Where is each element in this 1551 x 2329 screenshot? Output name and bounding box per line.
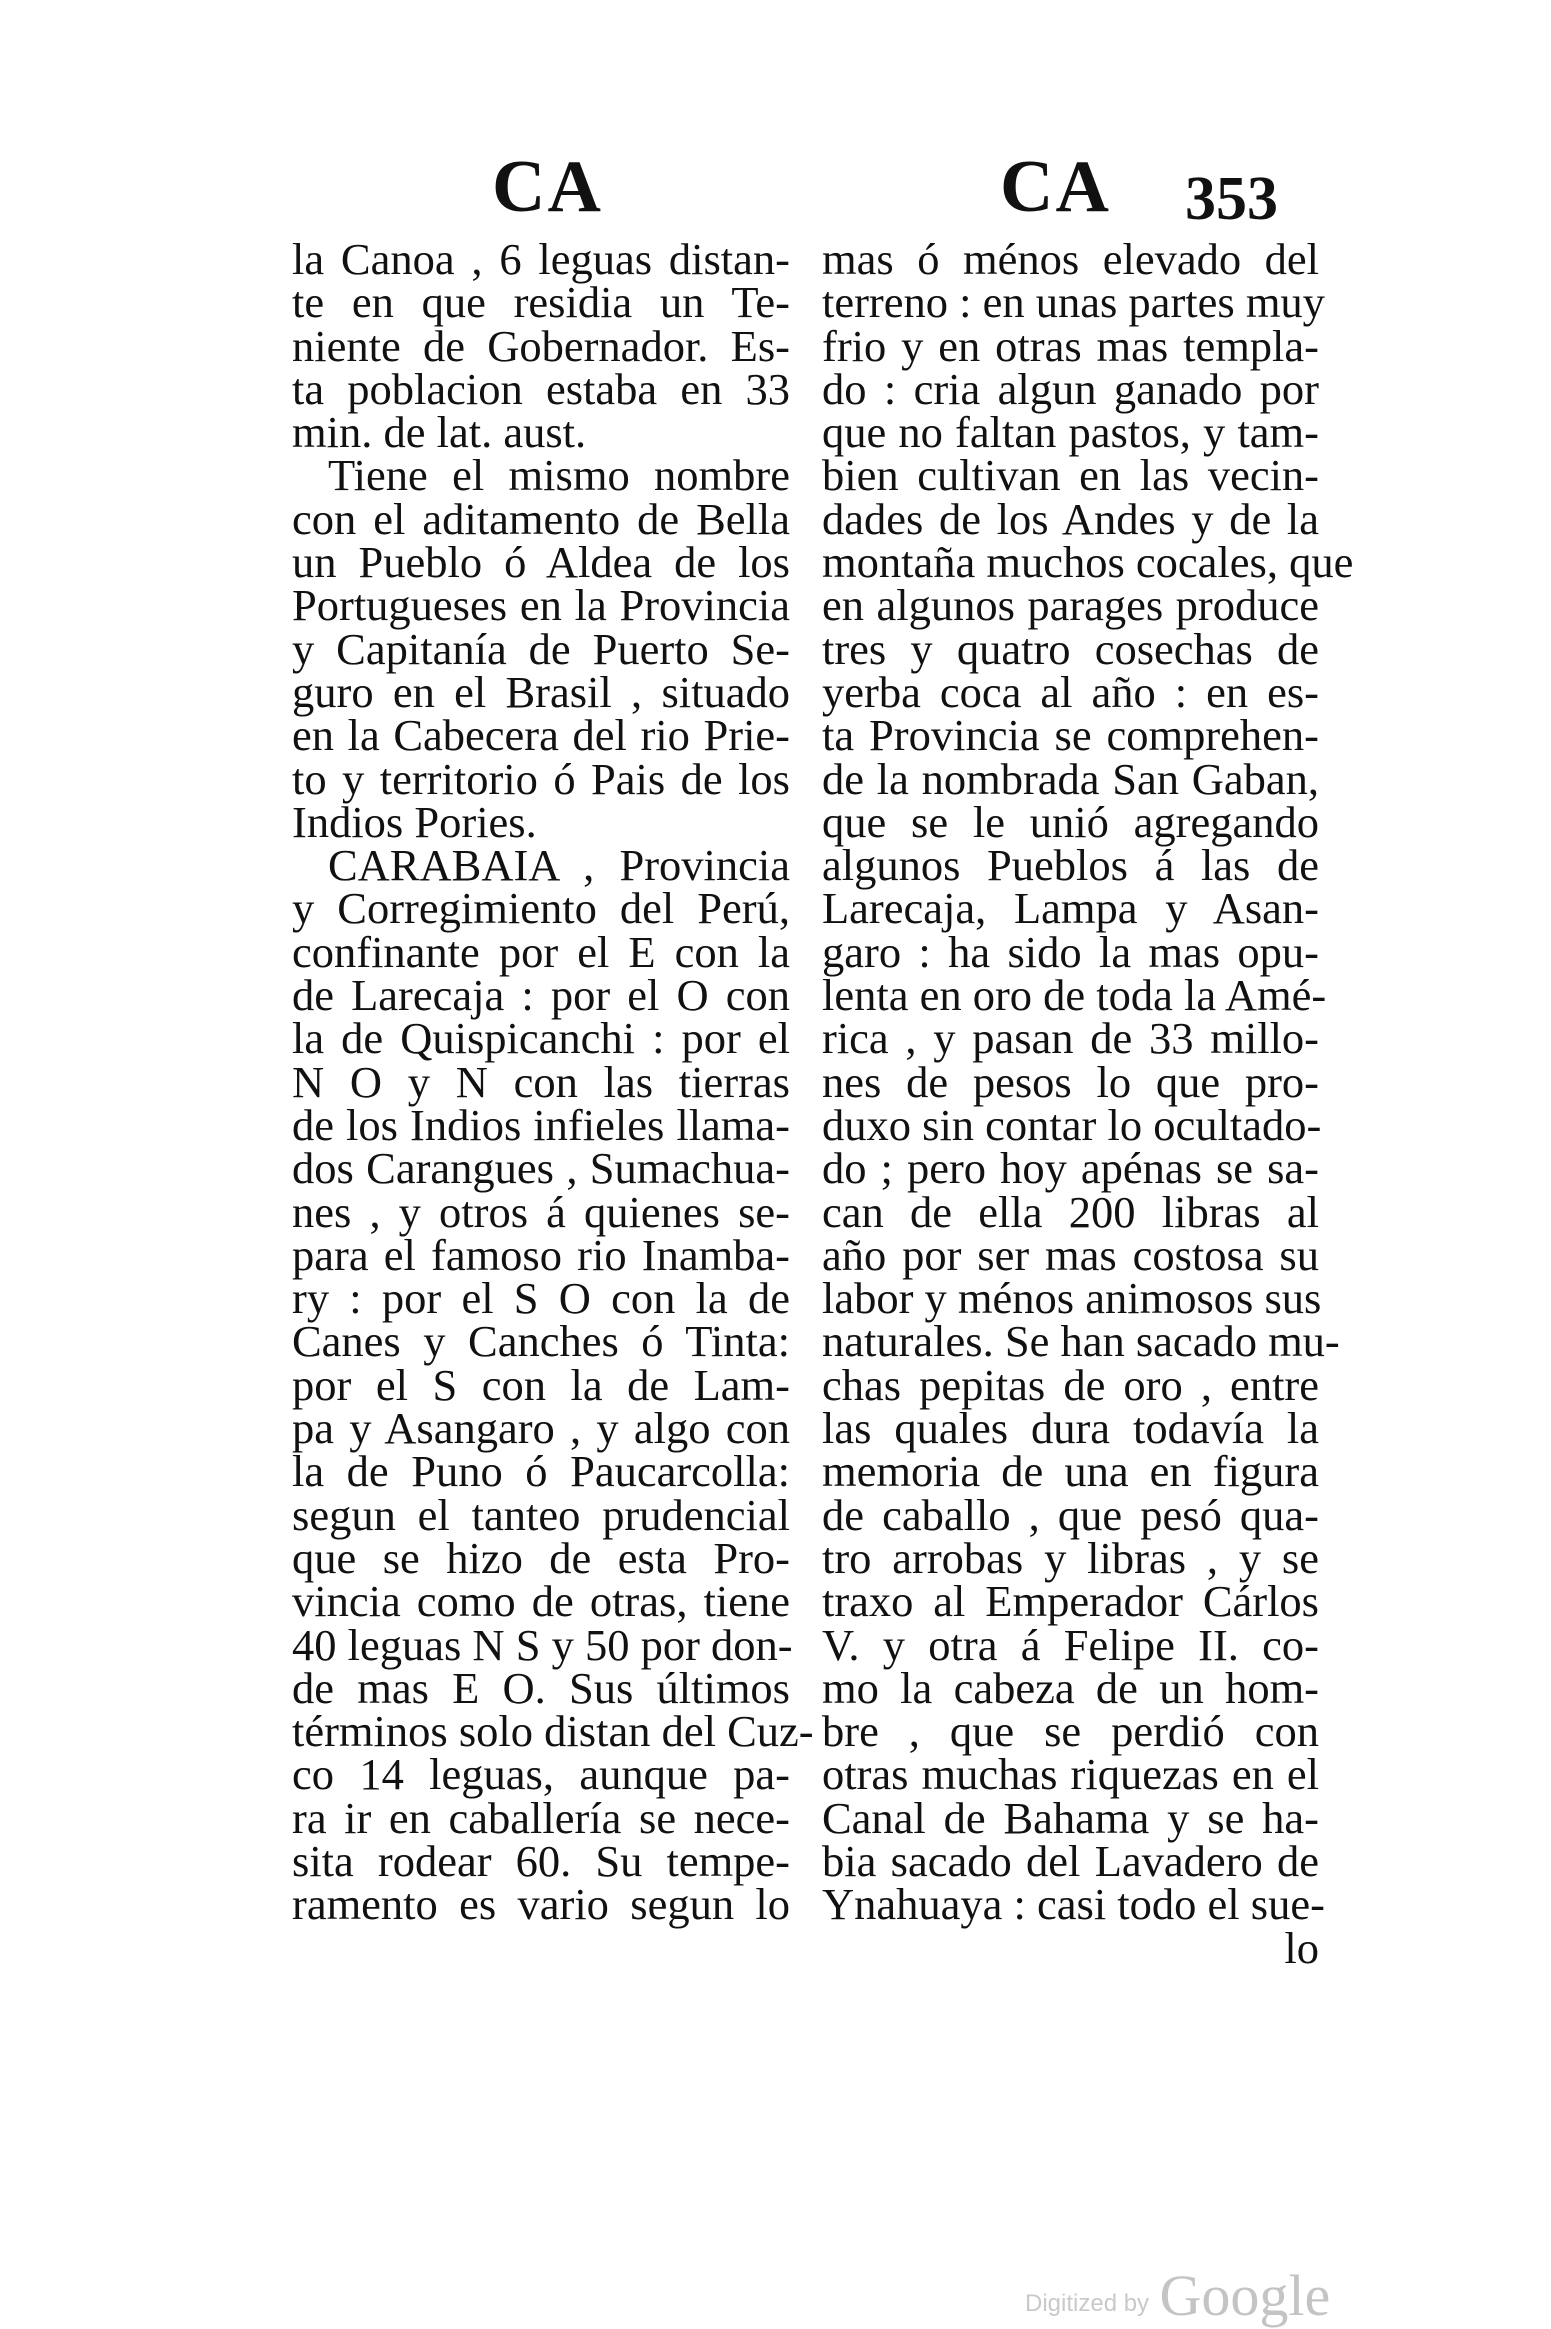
text-line: bia sacado del Lavadero de (822, 1835, 1319, 1886)
text-line: que no faltan pastos, y tam- (822, 407, 1319, 458)
text-line: dos Carangues , Sumachua- (292, 1143, 790, 1194)
text-line: por el S con la de Lam- (292, 1359, 790, 1410)
text-line: la Canoa , 6 leguas distan- (292, 234, 790, 284)
text-line: lo (1284, 1922, 1319, 1973)
text-line: la de Puno ó Paucarcolla: (292, 1446, 790, 1497)
text-line: ry : por el S O con la de (292, 1273, 790, 1324)
text-line: en la Cabecera del rio Prie- (292, 710, 790, 761)
text-line: que se hizo de esta Pro- (292, 1532, 790, 1583)
text-line: pa y Asangaro , y algo con (292, 1403, 790, 1454)
text-line: de la nombrada San Gaban, (822, 753, 1319, 804)
text-line: ta poblacion estaba en 33 (292, 363, 790, 414)
text-line: mas ó ménos elevado del (822, 234, 1319, 284)
digitized-by-watermark (1025, 2262, 1330, 2329)
text-line: te en que residia un Te- (292, 277, 790, 328)
text-line: Larecaja, Lampa y Asan- (822, 883, 1319, 934)
text-line: para el famoso rio Inamba- (292, 1229, 790, 1280)
left-text-column (292, 234, 814, 1930)
page-number: 353 (1185, 165, 1278, 233)
text-line: N O y N con las tierras (292, 1056, 790, 1107)
text-line: Tiene el mismo nombre (328, 450, 790, 501)
text-line: tro arrobas y libras , y se (822, 1532, 1319, 1583)
text-line: do : cria algun ganado por (822, 363, 1319, 414)
text-line: ta Provincia se comprehen- (822, 710, 1319, 761)
text-line: de Larecaja : por el O con (292, 970, 790, 1021)
text-line: naturales. Se han sacado mu- (822, 1316, 1340, 1367)
text-line: montaña muchos cocales, que (822, 537, 1354, 588)
text-line: y Capitanía de Puerto Se- (292, 623, 790, 674)
text-line: rica , y pasan de 33 millo- (822, 1013, 1319, 1064)
text-line: V. y otra á Felipe II. co- (822, 1619, 1319, 1670)
text-line: niente de Gobernador. Es- (292, 320, 790, 371)
text-line: frio y en otras mas templa- (822, 320, 1319, 371)
text-line: tres y quatro cosechas de (822, 623, 1319, 674)
text-line: Portugueses en la Provincia (292, 580, 790, 631)
text-line: dades de los Andes y de la (822, 493, 1319, 544)
text-line: 40 leguas N S y 50 por don- (292, 1619, 793, 1670)
text-line: nes de pesos lo que pro- (822, 1056, 1319, 1107)
text-line: en algunos parages produce (822, 580, 1319, 631)
text-line: Canal de Bahama y se ha- (822, 1792, 1319, 1843)
text-line: Indios Pories. (292, 796, 537, 847)
text-line: terreno : en unas partes muy (822, 277, 1325, 328)
right-text-column (822, 234, 1354, 1973)
text-line: Ynahuaya : casi todo el sue- (822, 1879, 1325, 1930)
text-line: que se le unió agregando (822, 796, 1319, 847)
text-line: co 14 leguas, aunque pa- (292, 1749, 790, 1800)
text-line: bien cultivan en las vecin- (822, 450, 1319, 501)
text-line: segun el tanteo prudencial (292, 1489, 790, 1540)
text-line: garo : ha sido la mas opu- (822, 926, 1319, 977)
text-line: ramento es vario segun lo (292, 1879, 790, 1930)
text-line: de mas E O. Sus últimos (292, 1662, 790, 1713)
text-line: mo la cabeza de un hom- (822, 1662, 1319, 1713)
text-line: guro en el Brasil , situado (292, 666, 790, 717)
text-line: min. de lat. aust. (292, 407, 587, 458)
text-line: confinante por el E con la (292, 926, 790, 977)
running-header-left: CA (492, 146, 603, 228)
text-line: un Pueblo ó Aldea de los (292, 537, 790, 588)
text-line: Canes y Canches ó Tinta: (292, 1316, 790, 1367)
text-line: vincia como de otras, tiene (292, 1576, 790, 1627)
text-line: duxo sin contar lo ocultado- (822, 1099, 1322, 1150)
text-line: memoria de una en figura (822, 1446, 1319, 1497)
text-line: algunos Pueblos á las de (822, 840, 1319, 891)
text-line: términos solo distan del Cuz- (292, 1706, 814, 1757)
text-line: sita rodear 60. Su tempe- (292, 1835, 790, 1886)
text-line: chas pepitas de oro , entre (822, 1359, 1319, 1410)
text-line: bre , que se perdió con (822, 1706, 1319, 1757)
text-line: ra ir en caballería se nece- (292, 1792, 790, 1843)
text-line: yerba coca al año : en es- (822, 666, 1319, 717)
text-line: traxo al Emperador Cárlos (822, 1576, 1319, 1627)
text-line: las quales dura todavía la (822, 1403, 1319, 1454)
text-line: labor y ménos animosos sus (822, 1273, 1322, 1324)
text-line: nes , y otros á quienes se- (292, 1186, 790, 1237)
text-line: de los Indios infieles llama- (292, 1099, 790, 1150)
text-line: año por ser mas costosa su (822, 1229, 1319, 1280)
digitized-label: Digitized by (1025, 2290, 1150, 2317)
google-logo: Google (1159, 2263, 1331, 2328)
text-line: to y territorio ó Pais de los (292, 753, 790, 804)
text-line: CARABAIA , Provincia (328, 840, 790, 891)
text-line: can de ella 200 libras al (822, 1186, 1319, 1237)
text-line: otras muchas riquezas en el (822, 1749, 1319, 1800)
text-line: con el aditamento de Bella (292, 493, 790, 544)
text-line: do ; pero hoy apénas se sa- (822, 1143, 1319, 1194)
text-line: lenta en oro de toda la Amé- (822, 970, 1327, 1021)
text-line: de caballo , que pesó qua- (822, 1489, 1319, 1540)
running-header-right: CA (1000, 146, 1111, 228)
text-line: la de Quispicanchi : por el (292, 1013, 790, 1064)
text-line: y Corregimiento del Perú, (292, 883, 790, 934)
